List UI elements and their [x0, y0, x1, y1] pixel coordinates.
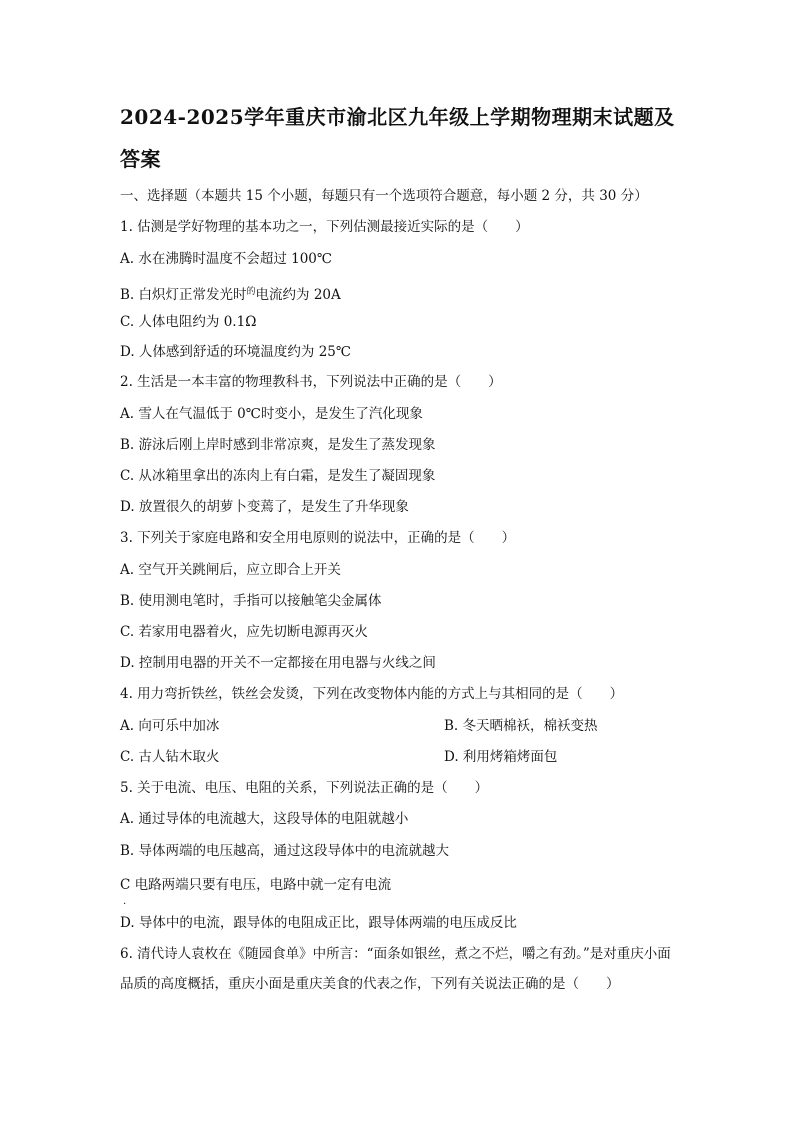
question-3-option-b: B. 使用测电笔时，手指可以接触笔尖金属体: [120, 593, 382, 609]
question-4-stem: 4. 用力弯折铁丝，铁丝会发烫，下列在改变物体内能的方式上与其相同的是（ ）: [120, 686, 624, 702]
question-1-option-b-text: B. 白炽灯正常发光时: [120, 287, 247, 303]
question-4-option-a: A. 向可乐中加冰: [120, 718, 220, 734]
question-1-option-a: A. 水在沸腾时温度不会超过 100℃: [120, 251, 332, 267]
question-1-option-b: [120, 283, 341, 304]
question-3-option-c: C. 若家用电器着火，应先切断电源再灭火: [120, 624, 368, 640]
question-5-stem: 5. 关于电流、电压、电阻的关系，下列说法正确的是（ ）: [120, 780, 489, 796]
question-5-option-c-dot: .: [123, 896, 127, 907]
question-1-stem: 1. 估测是学好物理的基本功之一，下列估测最接近实际的是（ ）: [120, 219, 529, 235]
question-5-option-c: C 电路两端只要有电压，电路中就一定有电流: [120, 877, 392, 893]
document-title-line-1: 2024-2025学年重庆市渝北区九年级上学期物理期末试题及: [120, 105, 675, 129]
question-3-stem: 3. 下列关于家庭电路和安全用电原则的说法中，正确的是（ ）: [120, 530, 516, 546]
question-1-option-c: C. 人体电阻约为 0.1Ω: [120, 314, 257, 330]
question-1-option-b-superscript: 的: [246, 287, 256, 297]
question-2-option-c: C. 从冰箱里拿出的冻肉上有白霜，是发生了凝固现象: [120, 468, 436, 484]
question-3-option-a: A. 空气开关跳闸后，应立即合上开关: [120, 562, 341, 578]
document-title-line-2: 答案: [120, 147, 161, 171]
question-2-option-d: D. 放置很久的胡萝卜变蔫了，是发生了升华现象: [120, 499, 409, 515]
question-6-stem: 6. 清代诗人袁枚在《随园食单》中所言：“面条如银丝，煮之不烂，嚼之有劲。”是对重庆小面品质的高度概括，重庆小面是重庆美食的代表之作，下列有关说法正确的是（ ）: [120, 946, 671, 992]
question-3-option-d: D. 控制用电器的开关不一定都接在用电器与火线之间: [120, 655, 436, 671]
question-2-option-b: B. 游泳后刚上岸时感到非常凉爽，是发生了蒸发现象: [120, 437, 436, 453]
question-1-option-b-rest: 电流约为 20A: [255, 287, 341, 303]
question-1-option-d: D. 人体感到舒适的环境温度约为 25℃: [120, 344, 351, 360]
question-5-option-a: A. 通过导体的电流越大，这段导体的电阻就越小: [120, 811, 409, 827]
question-2-stem: 2. 生活是一本丰富的物理教科书，下列说法中正确的是（ ）: [120, 374, 502, 390]
question-5-option-b: B. 导体两端的电压越高，通过这段导体中的电流就越大: [120, 843, 450, 859]
section-heading: 一、选择题（本题共 15 个小题，每题只有一个选项符合题意，每小题 2 分，共 30 分）: [120, 188, 648, 204]
question-4-option-c: C. 古人钻木取火: [120, 749, 220, 765]
question-5-option-d: D. 导体中的电流，跟导体的电阻成正比，跟导体两端的电压成反比: [120, 915, 517, 931]
question-2-option-a: A. 雪人在气温低于 0℃时变小，是发生了汽化现象: [120, 406, 423, 422]
question-4-option-b: B. 冬天晒棉袄，棉袄变热: [444, 718, 598, 734]
question-4-option-d: D. 利用烤箱烤面包: [444, 749, 558, 765]
